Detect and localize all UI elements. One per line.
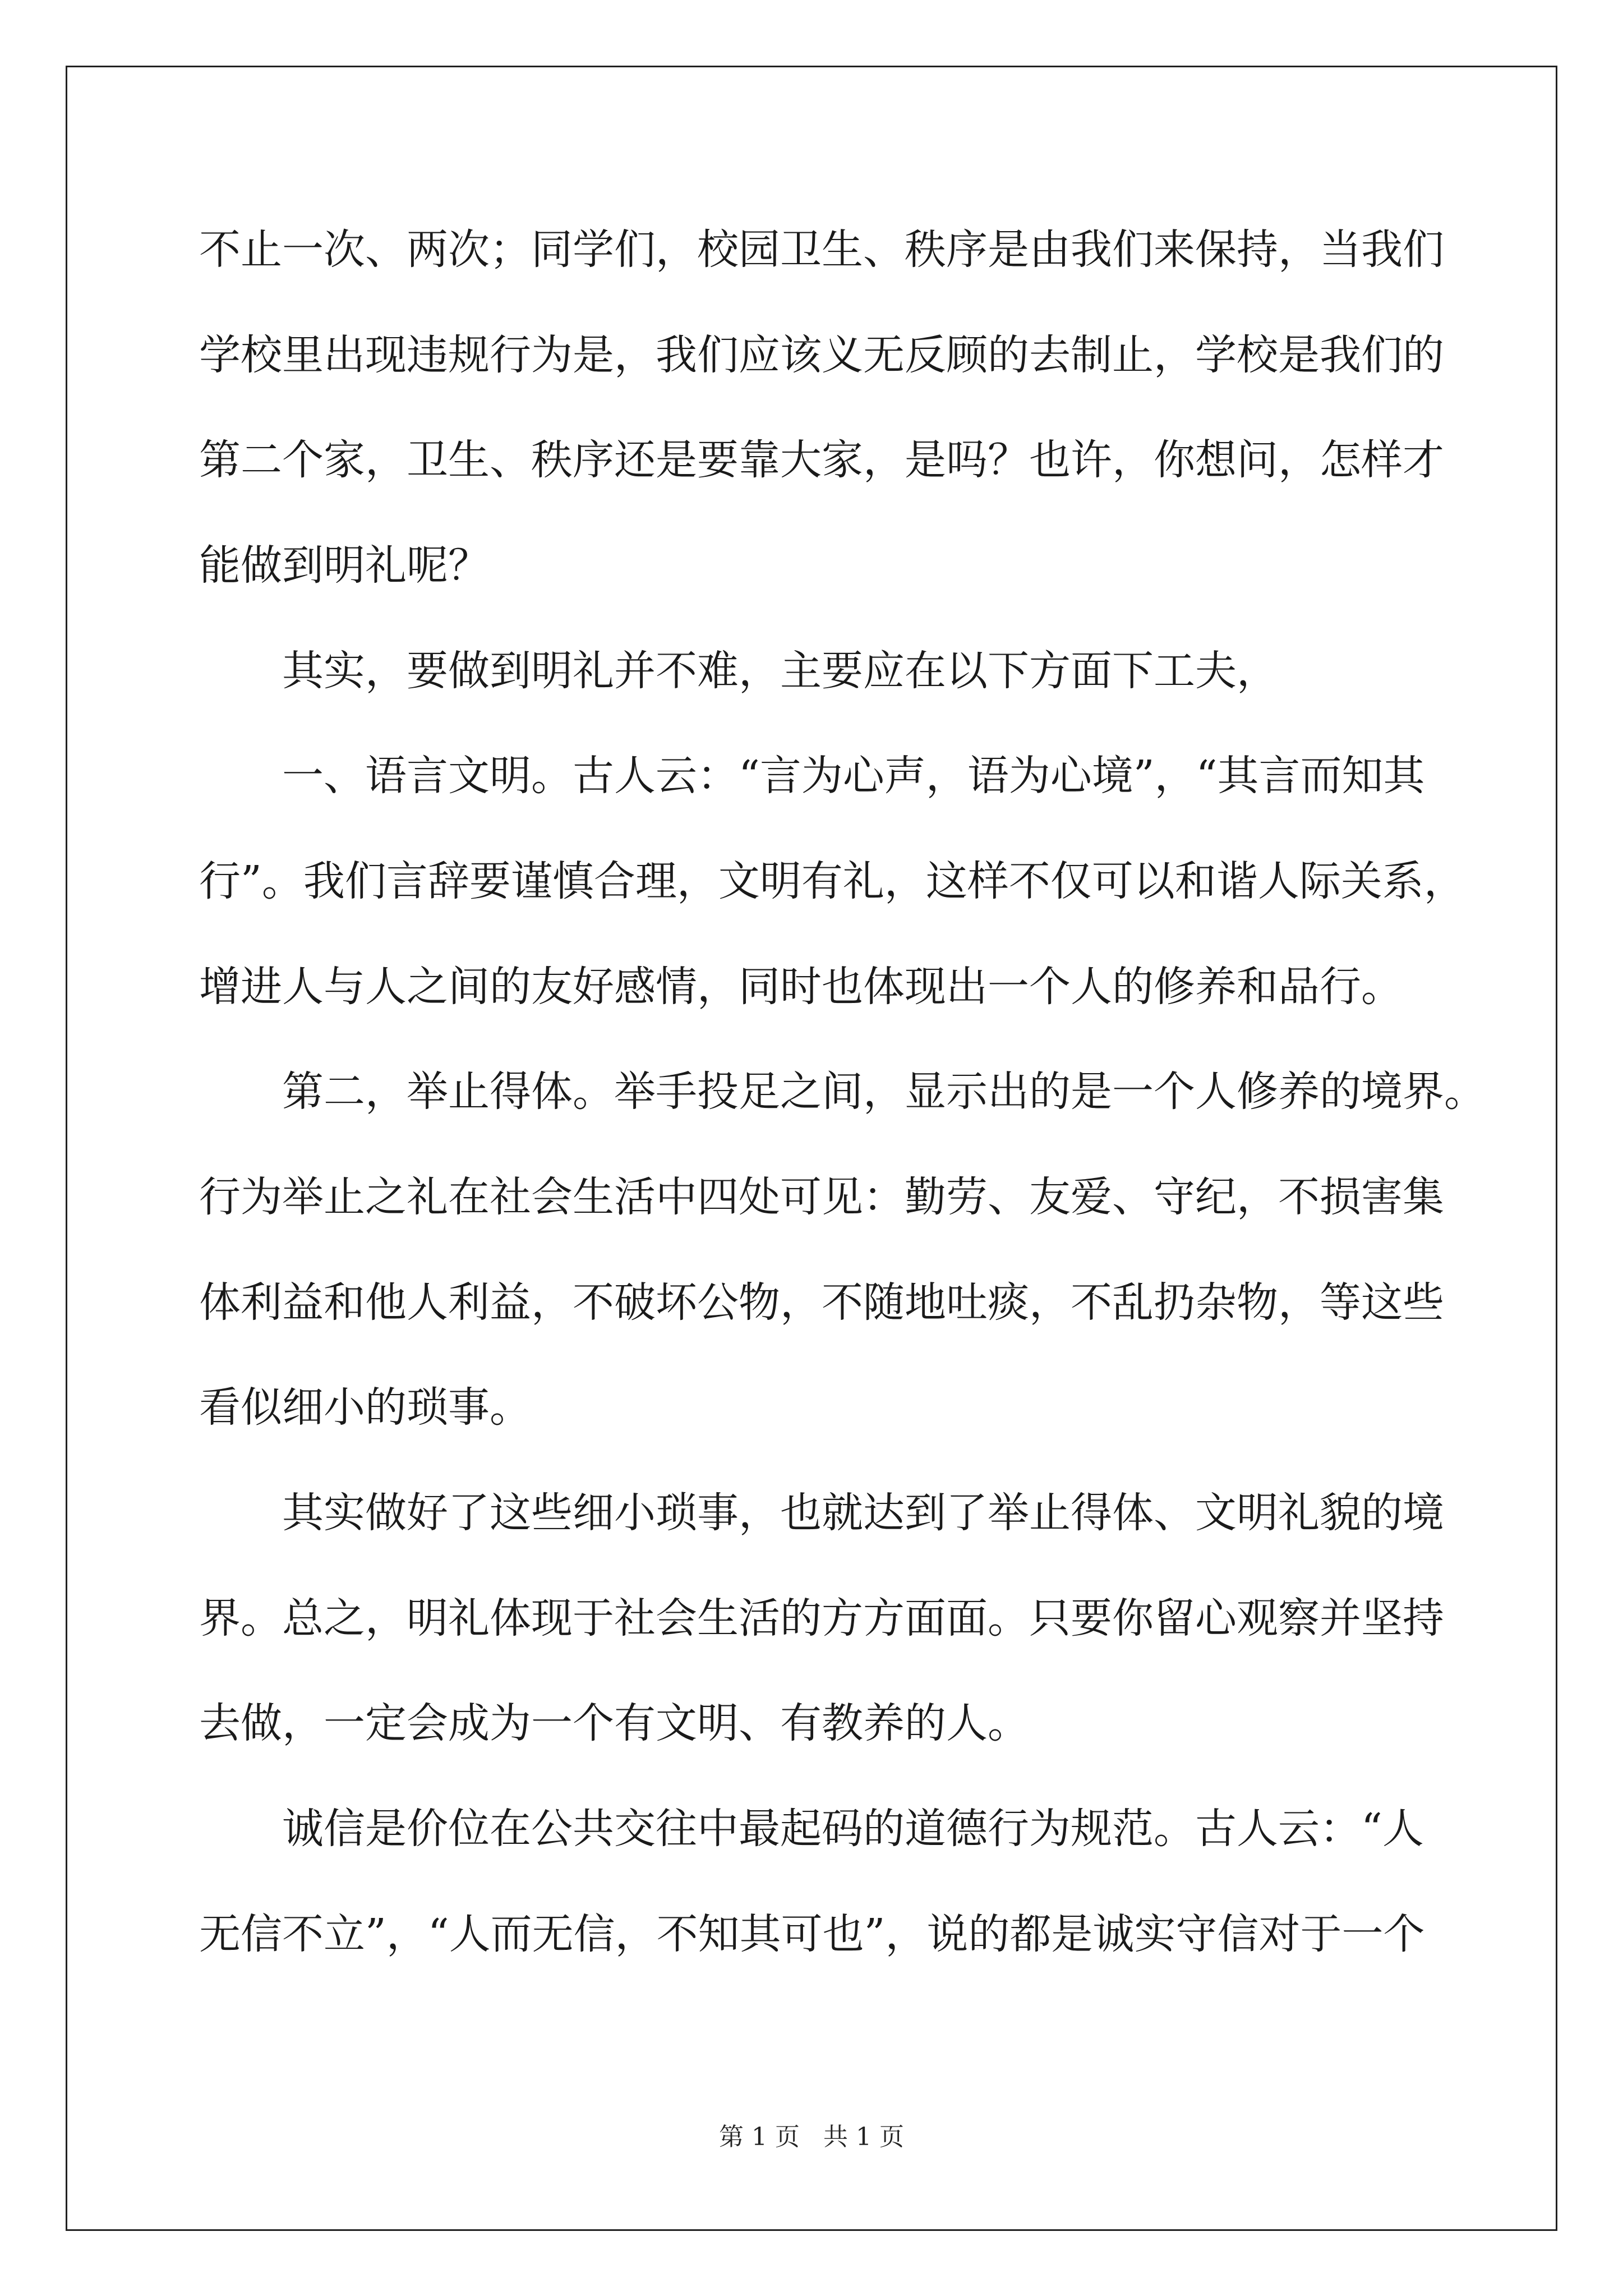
paragraph-first-line: 其实，要做到明礼并不难，主要应在以下方面下工夫， [282, 647, 1278, 695]
paragraph-first-line: 第二，举止得体。举手投足之间，显示出的是一个人修养的境界。 [282, 1068, 1486, 1116]
text-line: 增进人与人之间的友好感情，同时也体现出一个人的修养和品行。 [199, 963, 1403, 1011]
paragraph-first-line: 其实做好了这些细小琐事，也就达到了举止得体、文明礼貌的境 [282, 1489, 1444, 1537]
text-line: 能做到明礼呢？ [199, 541, 490, 590]
page-number-footer: 第 1 页 共 1 页 [719, 2123, 904, 2151]
text-line: 行为举止之礼在社会生活中四处可见：勤劳、友爱、守纪，不损害集 [199, 1173, 1444, 1221]
paragraph-first-line: 诚信是价位在公共交往中最起码的道德行为规范。古人云：“人 [282, 1805, 1424, 1853]
paragraph-first-line: 一、语言文明。古人云：“言为心声，语为心境”，“其言而知其 [282, 752, 1425, 800]
text-line: 学校里出现违规行为是，我们应该义无反顾的去制止，学校是我们的 [199, 331, 1444, 379]
text-line: 界。总之，明礼体现于社会生活的方方面面。只要你留心观察并坚持 [199, 1594, 1444, 1642]
text-line: 第二个家，卫生、秩序还是要靠大家，是吗？也许，你想问，怎样才 [199, 436, 1444, 484]
text-line: 体利益和他人利益，不破坏公物，不随地吐痰，不乱扔杂物，等这些 [199, 1278, 1444, 1327]
text-line: 无信不立”，“人而无信，不知其可也”，说的都是诚实守信对于一个 [199, 1910, 1425, 1958]
text-line: 去做，一定会成为一个有文明、有教养的人。 [199, 1699, 1029, 1747]
text-line: 不止一次、两次；同学们，校园卫生、秩序是由我们来保持，当我们 [199, 226, 1444, 274]
text-line: 看似细小的琐事。 [199, 1383, 531, 1432]
text-line: 行”。我们言辞要谨慎合理，文明有礼，这样不仅可以和谐人际关系， [199, 857, 1465, 905]
